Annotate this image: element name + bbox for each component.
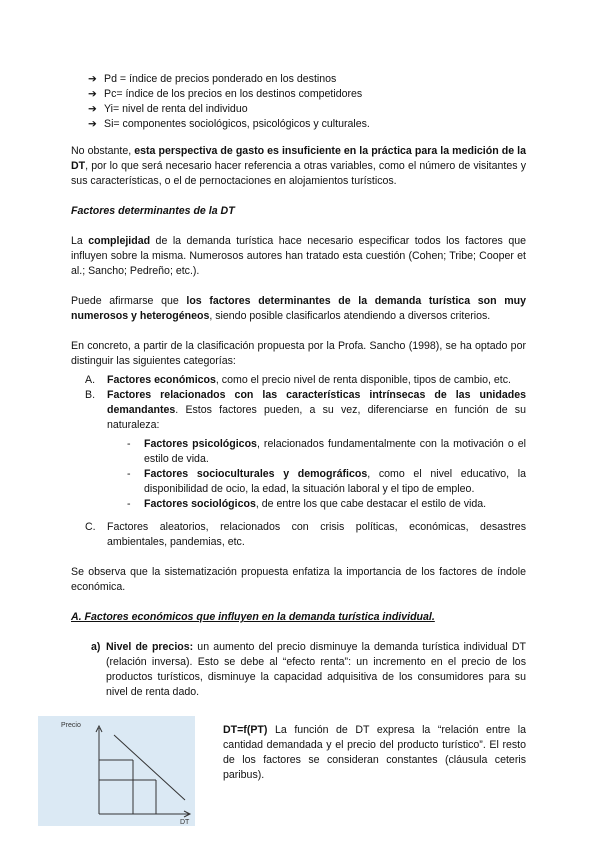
- section-title-economic-factors: A. Factores económicos que influyen en la demanda turística individual.: [71, 611, 435, 623]
- category-list: [85, 373, 526, 550]
- list-item: C. Factores aleatorios, relacionados con crisis políticas, económicas, desastres ambientales, pandemias, etc.: [85, 521, 526, 548]
- list-item: A. Factores económicos, como el precio nivel de renta disponible, tipos de cambio, etc.: [85, 374, 511, 386]
- demand-curve-figure: [38, 716, 195, 826]
- arrow-right-icon: ➔: [88, 103, 97, 115]
- demand-curve-chart: [38, 716, 195, 826]
- arrow-right-icon: ➔: [88, 73, 97, 85]
- list-item: a) Nivel de precios: un aumento del precio disminuye la demanda turística individual DT (relación inversa). Esto se debe al “efecto renta”: un incremento en el precio de los productos turísticos, disminuye la capacidad adquisitiva de los consumidores para su nivel de renta dado.: [91, 641, 526, 698]
- arrow-right-icon: ➔: [88, 118, 97, 130]
- paragraph-complexity: La complejidad de la demanda turística hace necesario especificar todos los factores que influyen sobre la misma. Numerosos autores han tratado esta cuestión (Cohen; Tribe; Cooper et al.; Sancho; Pedreño; etc.).: [71, 235, 526, 277]
- paragraph-systematization: Se observa que la sistematización propuesta enfatiza la importancia de los factores de índole económica.: [71, 566, 526, 593]
- x-axis-label: DT: [180, 819, 190, 826]
- demand-function-description: DT=f(PT) La función de DT expresa la “relación entre la cantidad demandada y el precio del producto turístico”. El resto de los factores se consideran constantes (cláusula ceteris paribus).: [223, 724, 526, 781]
- list-item: ➔ Pd = índice de precios ponderado en los destinos: [88, 73, 337, 85]
- paragraph-heterogeneous: Puede afirmarse que los factores determinantes de la demanda turística son muy numerosos y heterogéneos, siendo posible clasificarlos atendiendo a diversos criterios.: [71, 295, 526, 322]
- sub-factor-list: [127, 437, 526, 512]
- section-title-determinants: Factores determinantes de la DT: [71, 205, 235, 217]
- list-item: B. Factores relacionados con las características intrínsecas de las unidades demandantes. Estos factores pueden, a su vez, diferenciarse en función de su naturaleza:: [85, 389, 526, 431]
- demand-curve-line: [114, 735, 185, 800]
- document-page: [71, 72, 526, 700]
- list-item: ➔ Yi= nivel de renta del individuo: [88, 103, 248, 115]
- paragraph-classification: En concreto, a partir de la clasificación propuesta por la Profa. Sancho (1998), se ha optado por distinguir las siguientes categorías:: [71, 340, 526, 367]
- y-axis-label: Precio: [61, 722, 81, 729]
- list-item: ➔ Si= componentes sociológicos, psicológicos y culturales.: [88, 118, 370, 130]
- list-item: ➔ Pc= índice de los precios en los destinos competidores: [88, 88, 363, 100]
- list-item: - Factores socioculturales y demográficos, como el nivel educativo, la disponibilidad de ocio, la edad, la situación laboral y el tipo de empleo.: [127, 468, 527, 495]
- arrow-right-icon: ➔: [88, 88, 97, 100]
- list-item: - Factores sociológicos, de entre los que cabe destacar el estilo de vida.: [127, 498, 487, 510]
- formula-legend-list: [88, 72, 526, 132]
- paragraph-spending-perspective: No obstante, esta perspectiva de gasto es insuficiente en la práctica para la medición de la DT, por lo que será necesario hacer referencia a otras variables, como el número de visitantes y sus características, o el de pernoctaciones en alojamientos turísticos.: [71, 145, 526, 187]
- list-item: - Factores psicológicos, relacionados fundamentalmente con la motivación o el estilo de vida.: [127, 438, 527, 465]
